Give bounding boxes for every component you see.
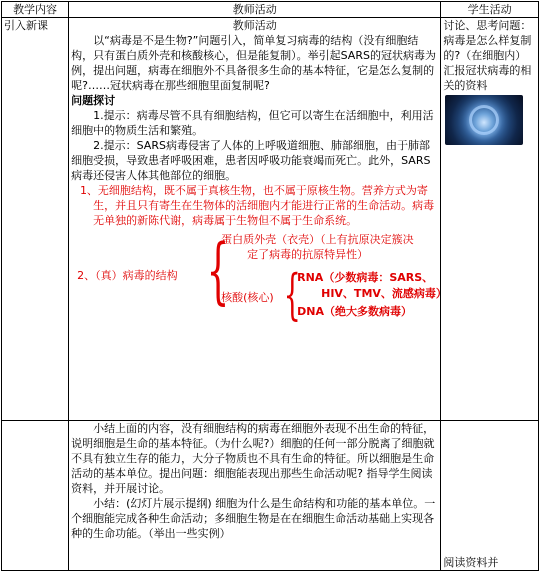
coronavirus-image [445,95,523,145]
hint-2: 2.提示：SARS病毒侵害了人体的上呼吸道细胞、肺部细胞，由于肺部细胞受损，导致患者呼吸困难，患者因呼吸功能衰竭而死亡。此外，SARS病毒还侵害人体其他部位的细胞。 [71,139,431,182]
intro-row [2,18,539,421]
inner-brace-icon: { [283,263,301,326]
problem-heading: 问题探讨 [71,94,116,107]
lesson-plan-table [1,1,539,571]
intro-paragraph: 以“病毒是不是生物?”问题引入，简单复习病毒的结构（没有细胞结构，只有蛋白质外壳和核酸核心，但是能复制）。举引起SARS的冠状病毒为例，提出问题，病毒在细胞外不具备很多生命的基本特征，它是怎么复制的呢?……冠状病毒在那些细胞里面复制呢? [71,34,436,92]
rna-line2: HIV、TMV、流感病毒） [321,287,447,300]
dna-line: DNA（绝大多数病毒） [297,305,412,318]
student-activity-intro [441,18,539,421]
protein-coat-line2: 定了病毒的抗原特异性） [247,248,369,261]
header-student: 学生活动 [441,2,539,18]
teacher-activity-summary [69,421,441,571]
protein-coat-line1: 蛋白质外壳（衣壳）（上有抗原决定簇决 [221,233,414,246]
student-report: 汇报冠状病毒的相关的资料 [443,64,532,92]
summary-paragraph-1: 小结上面的内容，没有细胞结构的病毒在细胞外表现不出生命的特征，说明细胞是生命的基本特征。（为什么呢?）细胞的任何一部分脱离了细胞就不具有独立生存的能力，大分子物质也不具有生命的特征。所以细胞是生命活动的基本单位。提出问题：细胞能表现出那些生命活动呢? 指导学生阅读资料，并开展讨论。 [71,422,435,495]
header-teacher: 教师活动 [69,2,441,18]
header-row [2,2,539,18]
student-read: 阅读资料并 [443,556,499,569]
header-content: 教学内容 [2,2,69,18]
hint-1: 1.提示：病毒尽管不具有细胞结构，但它可以寄生在活细胞中，利用活细胞中的物质生活和繁殖。 [71,109,434,137]
virus-structure-diagram [71,228,447,328]
red-point-1: 1、无细胞结构，既不属于真核生物，也不属于原核生物。营养方式为寄生，并且只有寄生在生物体的活细胞内才能进行正常的生命活动。病毒无单独的新陈代谢，病毒属于生物但不属于生命系统。 [79,184,435,227]
summary-paragraph-2: 小结：(幻灯片展示提纲) 细胞为什么是生命结构和功能的基本单位。一个细胞能完成各种生命活动；多细胞生物是在在细胞生命活动基础上实现各种的生命功能。（举出一些实例） [71,497,436,540]
nucleic-acid-label: 核酸(核心) [221,291,274,304]
section-summary [2,421,69,571]
student-discussion: 讨论、思考问题：病毒是怎么样复制的?（在细胞内） [443,19,532,62]
rna-line1: RNA（少数病毒：SARS、 [297,271,434,284]
teacher-title: 教师活动 [232,19,277,32]
section-intro: 引入新课 [2,18,69,421]
student-activity-summary [441,421,539,571]
summary-row [2,421,539,571]
teacher-activity-intro [69,18,447,421]
structure-label: 2、（真）病毒的结构 [77,269,178,282]
outer-brace-icon: { [206,228,230,312]
